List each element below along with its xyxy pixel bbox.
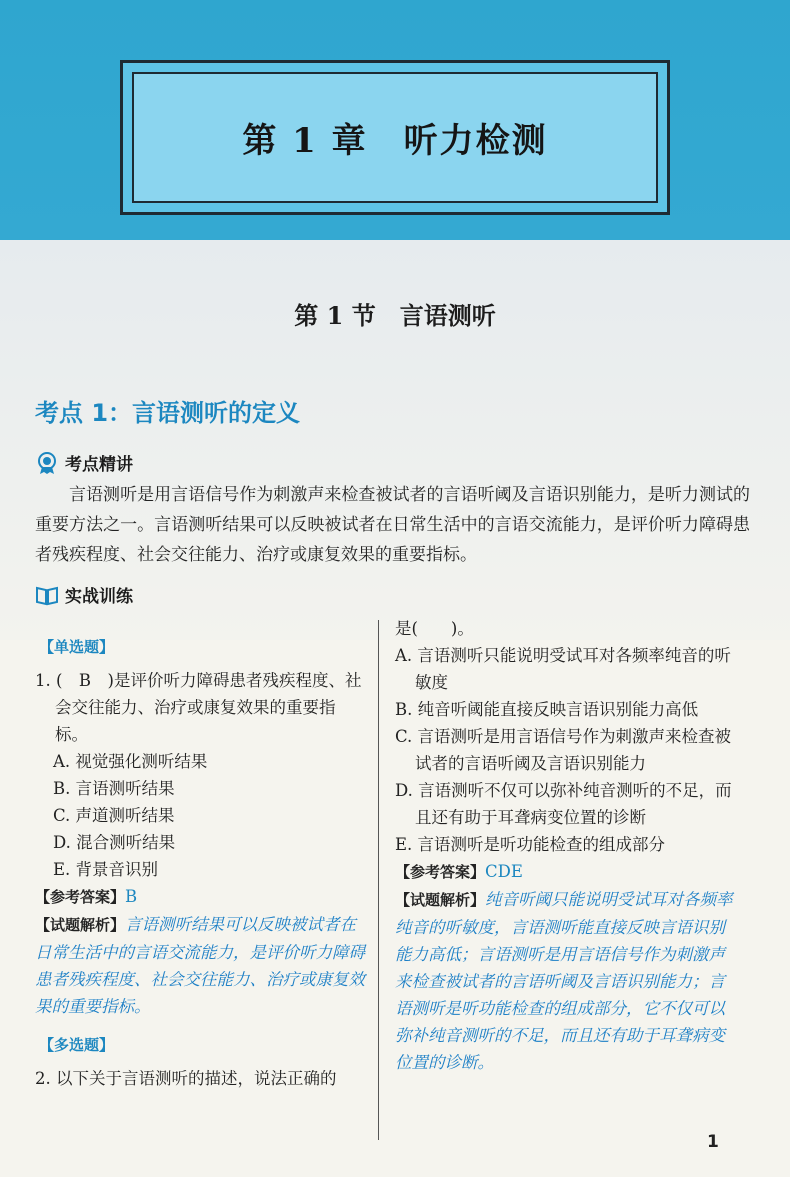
question-2-end: 是( )。 (395, 619, 474, 638)
chapter-title-inner (132, 72, 658, 203)
practice-heading-label: 实战训练 (65, 587, 133, 607)
q2-answer (395, 858, 735, 886)
chapter-title: 第 1 章 听力检测 (242, 121, 548, 161)
q1-option-e: E. 背景音识别 (53, 860, 159, 879)
q2-answer-value: CDE (485, 862, 523, 881)
lecture-paragraph: 言语测听是用言语信号作为刺激声来检查被试者的言语听阈及言语识别能力，是听力测试的重要方法之一。言语测听结果可以反映被试者在日常生活中的言语交流能力，是评价听力障碍患者残疾程度、社会交往能力、治疗或康复效果的重要指标。 (35, 485, 750, 565)
q1-option-a: A. 视觉强化测听结果 (53, 752, 208, 771)
q2-option-a: A. 言语测听只能说明受试耳对各频率纯音的听敏度 (395, 646, 731, 692)
q1-option-b: B. 言语测听结果 (53, 779, 175, 798)
q1-answer-value: B (125, 887, 138, 906)
question-1-text: 是评价听力障碍患者残疾程度、社会交往能力、治疗或康复效果的重要指标。 (55, 671, 362, 744)
q1-answer-label: 【参考答案】 (35, 888, 126, 906)
q2-analysis-text: 纯音听阈只能说明受试耳对各频率纯音的听敏度，言语测听能直接反映言语识别能力高低；言语测听是用言语信号作为刺激声来检查被试者的言语听阈及言语识别能力；言语测听是听功能检查的组成部分，它不仅可以弥补纯音测听的不足，而且还有助于耳聋病变位置的诊断。 (395, 890, 733, 1072)
left-column (35, 630, 365, 1092)
section-title: 第 1 节 言语测听 (294, 301, 496, 330)
q1-analysis (35, 911, 365, 1020)
lecture-heading (35, 450, 133, 475)
book-icon (35, 583, 59, 607)
question-1-number: 1. ( B ) (35, 671, 114, 690)
point-title: 考点 1：言语测听的定义 (35, 399, 301, 427)
q1-analysis-text: 言语测听结果可以反映被试者在日常生活中的言语交流能力，是评价听力障碍患者残疾程度、社会交往能力、治疗或康复效果的重要指标。 (35, 915, 365, 1016)
q1-option-c: C. 声道测听结果 (53, 806, 175, 825)
column-divider (378, 620, 379, 1140)
q1-option-d: D. 混合测听结果 (53, 833, 176, 852)
q1-answer (35, 883, 365, 911)
right-column (395, 615, 735, 1076)
badge-icon (35, 451, 59, 475)
q2-option-e: E. 言语测听是听功能检查的组成部分 (395, 835, 666, 854)
q2-option-d: D. 言语测听不仅可以弥补纯音测听的不足，而且还有助于耳聋病变位置的诊断 (395, 781, 732, 827)
q1-analysis-label: 【试题解析】 (35, 916, 126, 934)
page-number: 1 (707, 1132, 719, 1152)
q2-analysis (395, 886, 735, 1076)
question-2-start: 2. 以下关于言语测听的描述，说法正确的 (35, 1069, 337, 1088)
single-choice-tag: 【单选题】 (39, 638, 115, 656)
question-1 (35, 667, 365, 748)
q2-option-c: C. 言语测听是用言语信号作为刺激声来检查被试者的言语听阈及言语识别能力 (395, 727, 732, 773)
chapter-title-frame (120, 60, 670, 215)
practice-heading (35, 582, 133, 607)
q2-analysis-label: 【试题解析】 (395, 891, 486, 909)
multi-choice-tag: 【多选题】 (39, 1036, 115, 1054)
lecture-heading-label: 考点精讲 (65, 455, 133, 475)
q2-option-b: B. 纯音听阈能直接反映言语识别能力高低 (395, 700, 699, 719)
q2-answer-label: 【参考答案】 (395, 863, 486, 881)
